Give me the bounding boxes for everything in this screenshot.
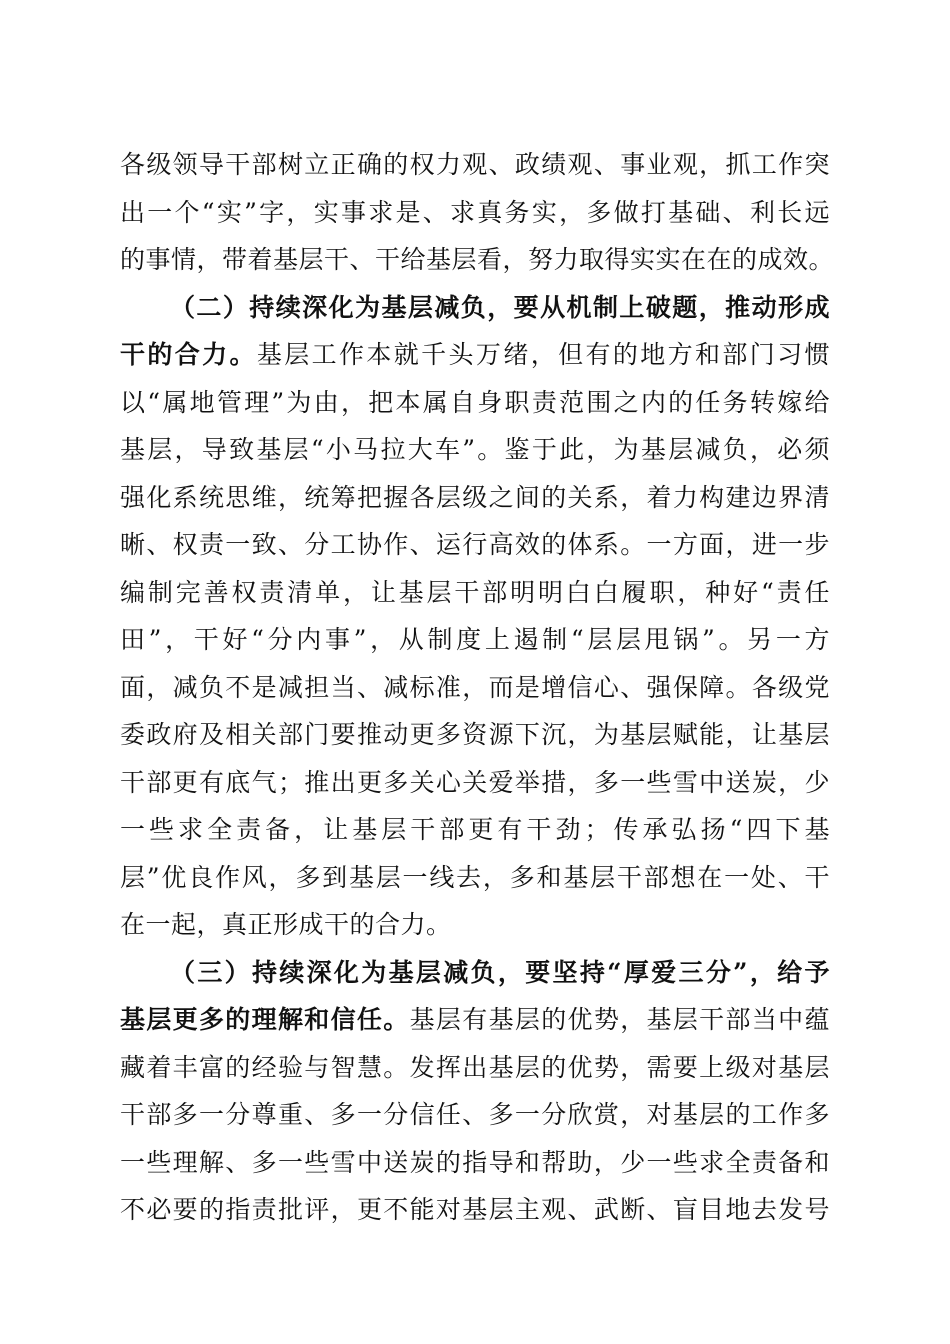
text-line: 委政府及相关部门要推动更多资源下沉，为基层赋能，让基层 [120, 720, 830, 749]
text-run: 基层工作本就千头万绪，但有的地方和部门习惯 [256, 340, 830, 369]
section-heading: （三）持续深化为基层减负，要坚持“厚爱三分”，给予 [170, 957, 830, 987]
text-line [120, 996, 830, 1044]
text-line: 层”优良作风，多到基层一线去，多和基层干部想在一处、干 [120, 862, 830, 892]
paragraph-2 [120, 284, 830, 949]
text-line: 出一个“实”字，实事求是、求真务实，多做打基础、利长远 [120, 197, 830, 227]
text-line [120, 331, 830, 379]
paragraph-3 [120, 949, 830, 1234]
text-line: 编制完善权责清单，让基层干部明明白白履职，种好“责任 [120, 577, 830, 607]
text-line: 面，减负不是减担当、减标准，而是增信心、强保障。各级党 [120, 672, 830, 702]
text-line: 在一起，真正形成干的合力。 [120, 910, 452, 939]
text-line: 干部多一分尊重、多一分信任、多一分欣赏，对基层的工作多 [120, 1100, 830, 1129]
text-line: 田”，干好“分内事”，从制度上遏制“层层甩锅”。另一方 [120, 625, 830, 654]
section-heading: 基层更多的理解和信任。 [120, 1005, 410, 1034]
text-line: 藏着丰富的经验与智慧。发挥出基层的优势，需要上级对基层 [120, 1052, 830, 1082]
paragraph-1 [120, 141, 835, 284]
text-line [120, 949, 830, 997]
section-heading: 干的合力。 [120, 340, 257, 369]
text-run: 基层有基层的优势，基层干部当中蕴 [409, 1005, 830, 1034]
document-page [120, 141, 835, 1234]
text-line: 一些求全责备，让基层干部更有干劲；传承弘扬“四下基 [120, 815, 830, 844]
text-line [120, 284, 830, 332]
text-line: 强化系统思维，统筹把握各层级之间的关系，着力构建边界清 [120, 482, 830, 512]
text-line: 以“属地管理”为由，把本属自身职责范围之内的任务转嫁给 [120, 387, 830, 417]
text-line: 的事情，带着基层干、干给基层看，努力取得实实在在的成效。 [120, 245, 835, 274]
section-heading: （二）持续深化为基层减负，要从机制上破题，推动形成 [170, 292, 830, 322]
text-line: 晰、权责一致、分工协作、运行高效的体系。一方面，进一步 [120, 530, 830, 559]
text-line: 基层，导致基层“小马拉大车”。鉴于此，为基层减负，必须 [120, 435, 830, 464]
text-line: 一些理解、多一些雪中送炭的指导和帮助，少一些求全责备和 [120, 1147, 830, 1177]
text-line: 干部更有底气；推出更多关心关爱举措，多一些雪中送炭，少 [120, 767, 830, 797]
text-line: 各级领导干部树立正确的权力观、政绩观、事业观，抓工作突 [120, 150, 830, 179]
text-line: 不必要的指责批评，更不能对基层主观、武断、盲目地去发号 [120, 1195, 830, 1224]
